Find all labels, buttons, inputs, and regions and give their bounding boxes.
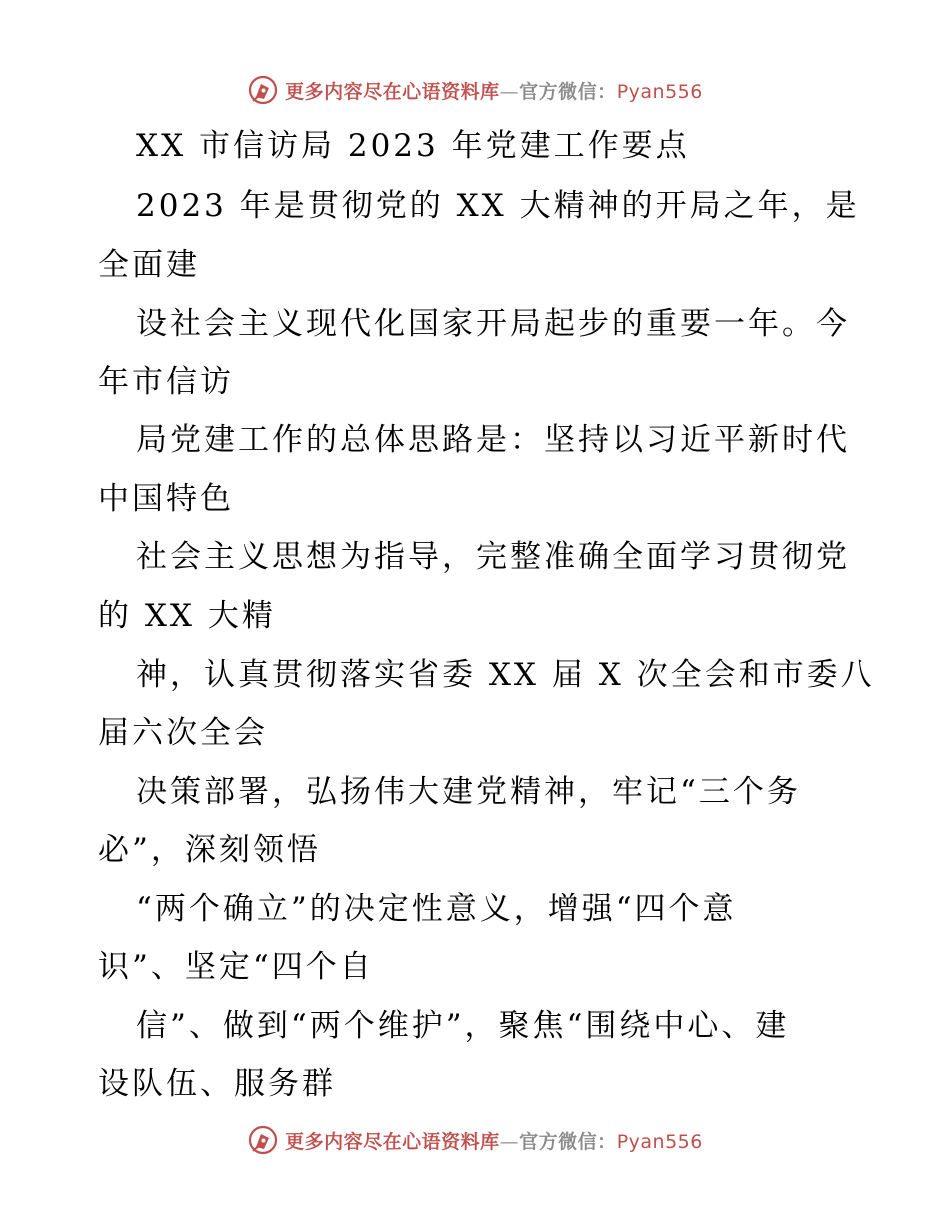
text-line: 必”，深刻领悟 bbox=[98, 832, 321, 868]
pen-nib-icon bbox=[247, 1124, 279, 1156]
watermark-dash: — bbox=[499, 80, 520, 103]
watermark-label: 官方微信： bbox=[519, 1130, 617, 1153]
text-line: 年市信访 bbox=[98, 364, 234, 400]
text-line: 全面建 bbox=[98, 247, 200, 283]
text-line: 决策部署，弘扬伟大建党精神，牢记“三个务 bbox=[136, 774, 801, 810]
text-line: “两个确立”的决定性意义，增强“四个意 bbox=[136, 891, 737, 927]
text-line: 2023 年是贯彻党的 XX 大精神的开局之年，是 bbox=[136, 188, 860, 224]
document-title: XX 市信访局 2023 年党建工作要点 bbox=[136, 128, 690, 164]
text-line: 设社会主义现代化国家开局起步的重要一年。今 bbox=[136, 306, 850, 342]
text-line: 社会主义思想为指导，完整准确全面学习贯彻党 bbox=[136, 539, 850, 575]
text-line: 设队伍、服务群 bbox=[98, 1066, 336, 1102]
watermark-label: 官方微信： bbox=[519, 80, 617, 103]
watermark-header bbox=[0, 70, 950, 110]
watermark-footer bbox=[0, 1120, 950, 1160]
watermark-text bbox=[285, 77, 703, 104]
text-line: 中国特色 bbox=[98, 481, 234, 517]
text-line: 局党建工作的总体思路是：坚持以习近平新时代 bbox=[136, 422, 850, 458]
watermark-text bbox=[285, 1127, 703, 1154]
text-line: 识”、坚定“四个自 bbox=[98, 949, 374, 985]
watermark-dash: — bbox=[499, 1130, 520, 1153]
text-line: 届六次全会 bbox=[98, 715, 268, 751]
text-line: 神，认真贯彻落实省委 XX 届 X 次全会和市委八 bbox=[136, 657, 875, 693]
watermark-id: Pyan556 bbox=[616, 1130, 703, 1153]
pen-nib-icon bbox=[247, 74, 279, 106]
watermark-id: Pyan556 bbox=[616, 80, 703, 103]
text-line: 信”、做到“两个维护”，聚焦“围绕中心、建 bbox=[136, 1008, 790, 1044]
text-line: 的 XX 大精 bbox=[98, 598, 276, 634]
watermark-brand: 更多内容尽在心语资料库 bbox=[285, 80, 500, 103]
watermark-brand: 更多内容尽在心语资料库 bbox=[285, 1130, 500, 1153]
